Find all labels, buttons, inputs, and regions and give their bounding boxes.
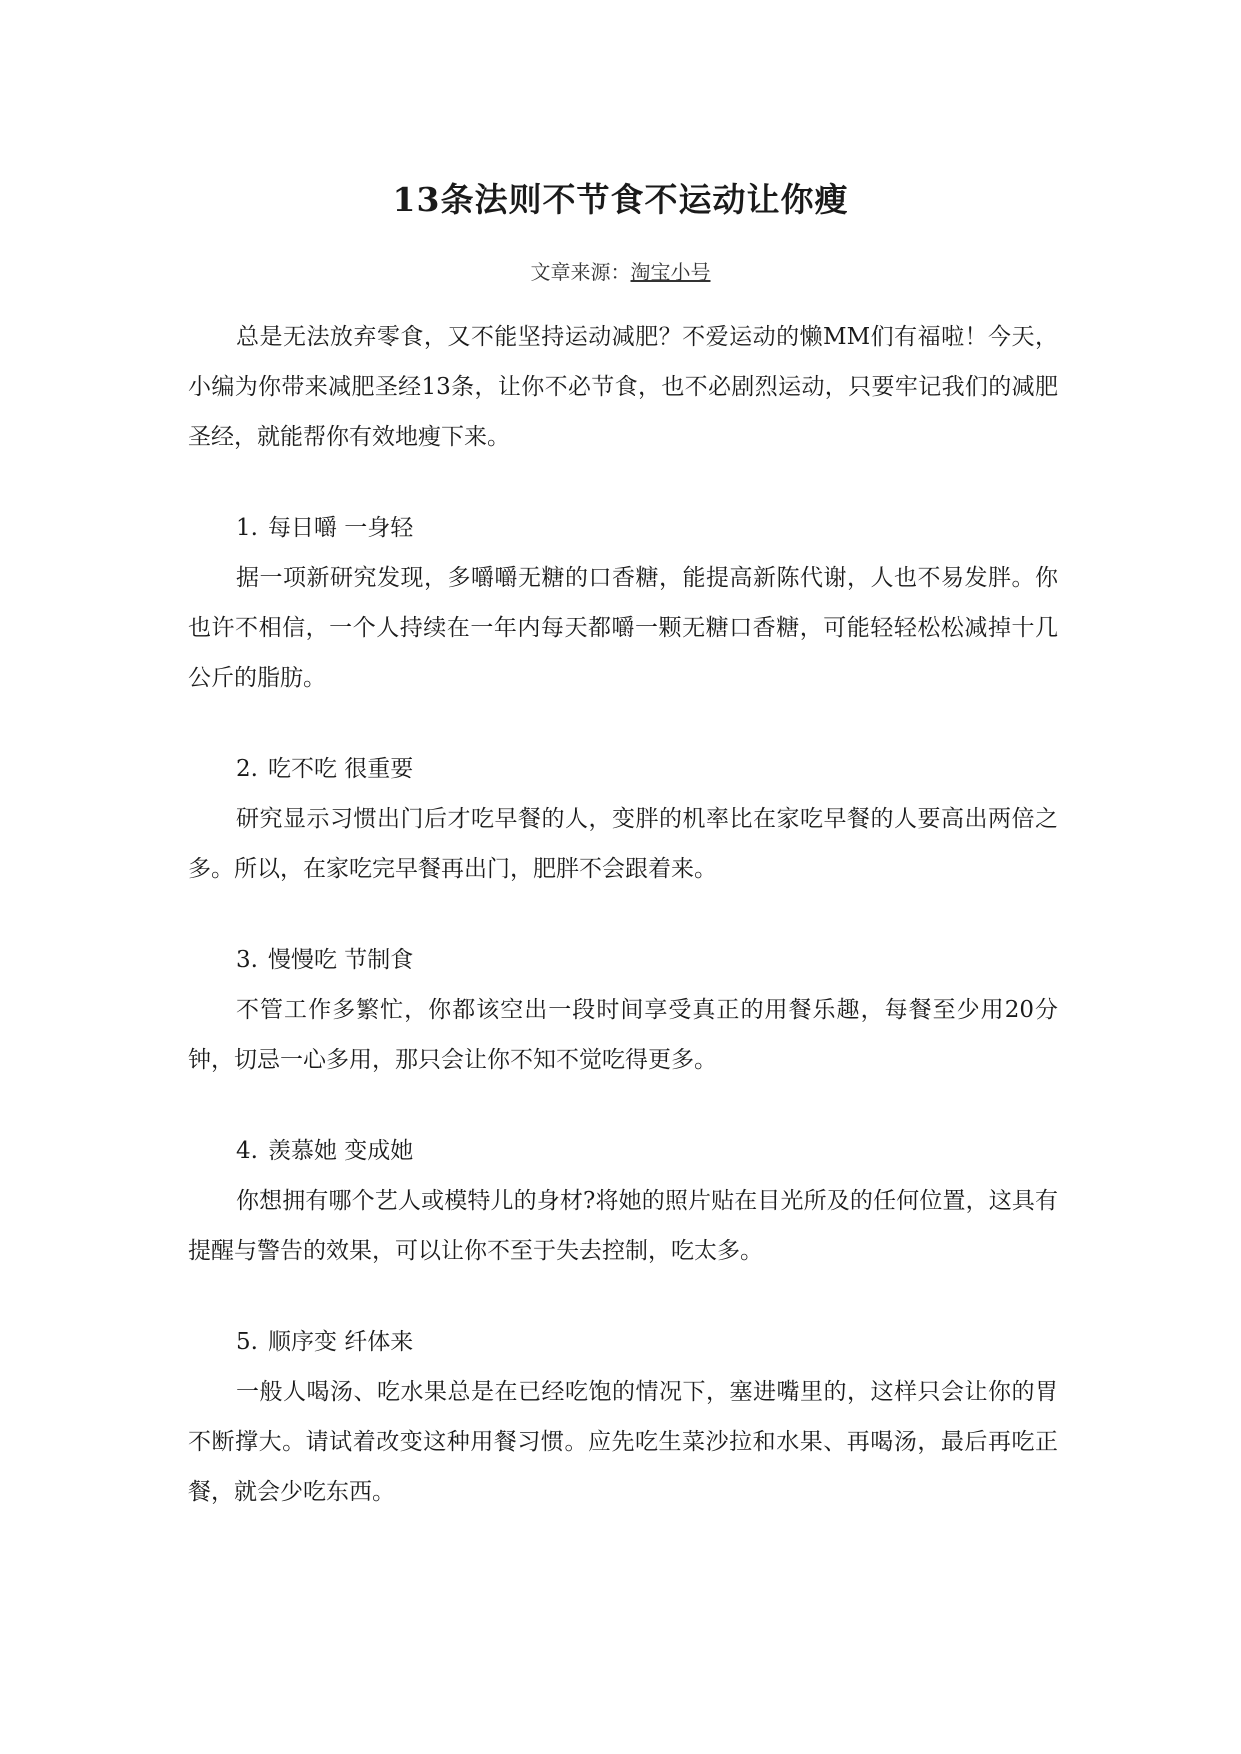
section-1 [188, 503, 1058, 703]
section-5 [188, 1317, 1058, 1517]
section-heading [188, 1317, 1058, 1367]
section-number: 2. [236, 756, 258, 782]
section-heading [188, 935, 1058, 985]
section-number: 1. [236, 515, 258, 541]
source-link[interactable]: 淘宝小号 [630, 260, 711, 284]
section-number: 4. [236, 1138, 258, 1164]
section-heading [188, 1126, 1058, 1176]
section-heading-text: 顺序变 纤体来 [268, 1329, 414, 1355]
section-paragraph: 不管工作多繁忙，你都该空出一段时间享受真正的用餐乐趣，每餐至少用20分钟，切忌一心多用，那只会让你不知不觉吃得更多。 [188, 997, 1058, 1073]
section-paragraph: 研究显示习惯出门后才吃早餐的人，变胖的机率比在家吃早餐的人要高出两倍之多。所以，在家吃完早餐再出门，肥胖不会跟着来。 [188, 806, 1058, 882]
section-paragraph: 你想拥有哪个艺人或模特儿的身材?将她的照片贴在目光所及的任何位置，这具有提醒与警告的效果，可以让你不至于失去控制，吃太多。 [188, 1188, 1058, 1264]
article-source [0, 257, 1241, 287]
article-body [188, 312, 1058, 1517]
section-paragraph: 一般人喝汤、吃水果总是在已经吃饱的情况下，塞进嘴里的，这样只会让你的胃不断撑大。请试着改变这种用餐习惯。应先吃生菜沙拉和水果、再喝汤，最后再吃正餐，就会少吃东西。 [188, 1379, 1058, 1505]
section-heading-text: 羡慕她 变成她 [268, 1138, 414, 1164]
section-3 [188, 935, 1058, 1085]
section-heading-text: 慢慢吃 节制食 [268, 947, 414, 973]
section-heading-text: 每日嚼 一身轻 [268, 515, 414, 541]
section-number: 5. [236, 1329, 258, 1355]
intro-paragraph: 总是无法放弃零食，又不能坚持运动减肥？不爱运动的懒MM们有福啦！今天，小编为你带来减肥圣经13条，让你不必节食，也不必剧烈运动，只要牢记我们的减肥圣经，就能帮你有效地瘦下来。 [188, 324, 1058, 450]
section-number: 3. [236, 947, 258, 973]
section-paragraph: 据一项新研究发现，多嚼嚼无糖的口香糖，能提高新陈代谢，人也不易发胖。你也许不相信，一个人持续在一年内每天都嚼一颗无糖口香糖，可能轻轻松松减掉十几公斤的脂肪。 [188, 565, 1058, 691]
section-2 [188, 744, 1058, 894]
source-label: 文章来源： [530, 260, 631, 284]
section-heading-text: 吃不吃 很重要 [268, 756, 414, 782]
section-heading [188, 503, 1058, 553]
section-4 [188, 1126, 1058, 1276]
page-title: 13条法则不节食不运动让你瘦 [392, 180, 849, 219]
section-heading [188, 744, 1058, 794]
